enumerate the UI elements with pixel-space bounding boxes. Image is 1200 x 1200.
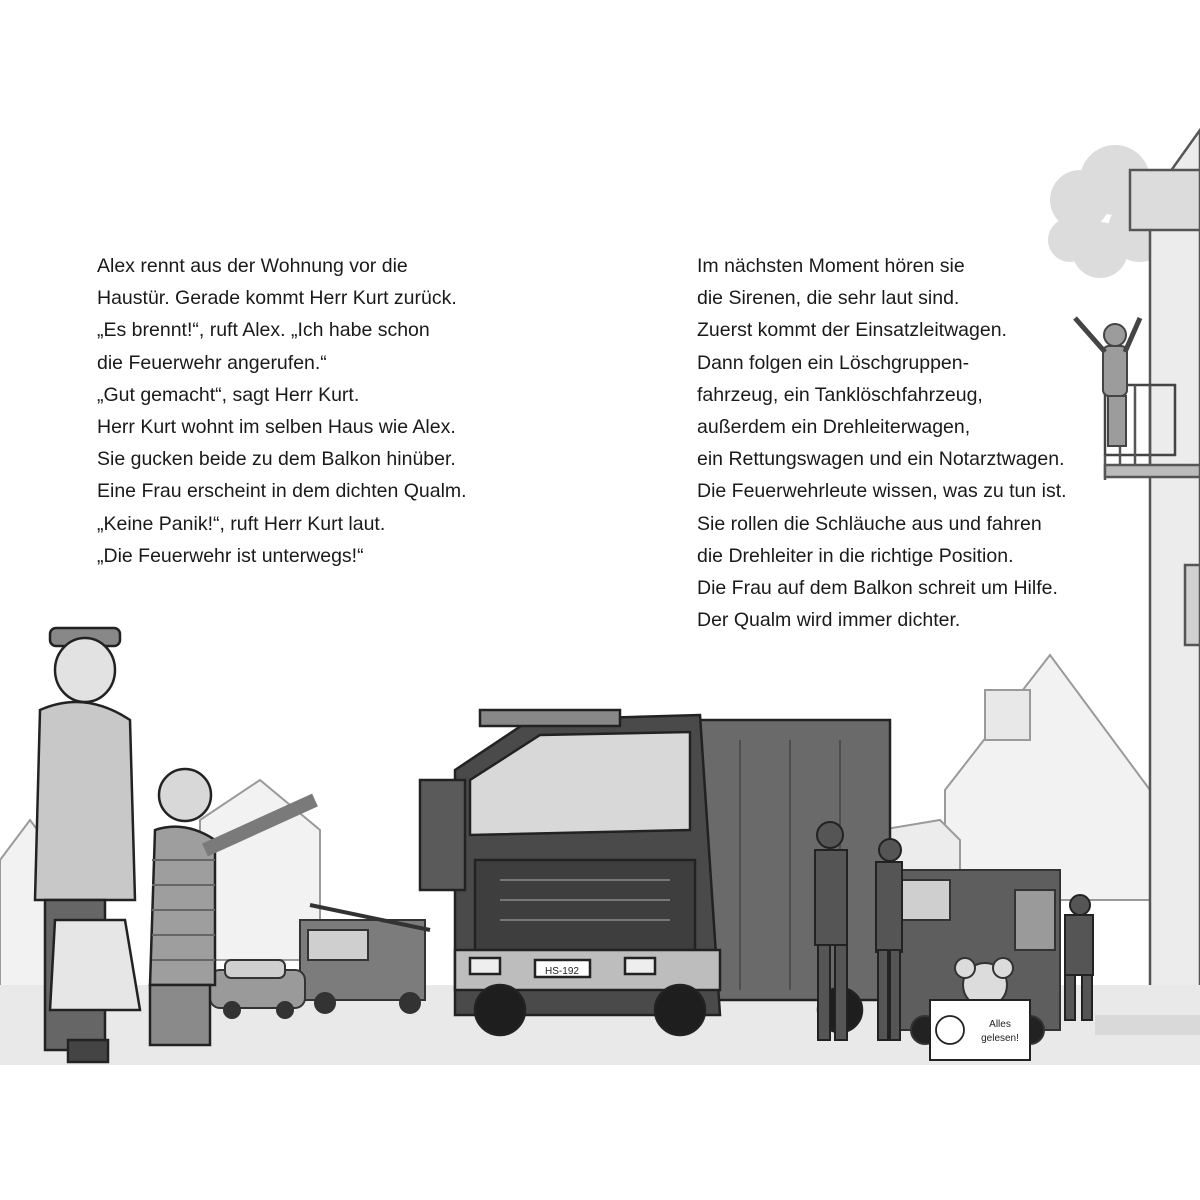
text-line: „Die Feuerwehr ist unterwegs!“ bbox=[97, 544, 364, 567]
text-line: „Keine Panik!“, ruft Herr Kurt laut. bbox=[97, 512, 386, 535]
text-line: Der Qualm wird immer dichter. bbox=[697, 609, 961, 632]
text-line: Dann folgen ein Löschgruppen- bbox=[697, 351, 970, 374]
ladder-truck bbox=[300, 905, 430, 1013]
text-line: die Sirenen, die sehr laut sind. bbox=[697, 287, 960, 310]
text-line: „Gut gemacht“, sagt Herr Kurt. bbox=[97, 383, 360, 406]
text-line: die Feuerwehr angerufen.“ bbox=[97, 351, 327, 374]
right-page-text bbox=[697, 250, 1067, 636]
text-line: Alex rennt aus der Wohnung vor die bbox=[97, 255, 408, 277]
text-line: „Es brennt!“, ruft Alex. „Ich habe schon bbox=[97, 319, 430, 342]
text-line: Sie gucken beide zu dem Balkon hinüber. bbox=[97, 448, 456, 471]
text-line: die Drehleiter in die richtige Position. bbox=[697, 544, 1014, 567]
sign-line-2: gelesen! bbox=[981, 1033, 1019, 1044]
text-line: Im nächsten Moment hören sie bbox=[697, 255, 965, 277]
text-line: Die Frau auf dem Balkon schreit um Hilfe. bbox=[697, 577, 1058, 600]
text-line: außerdem ein Drehleiterwagen, bbox=[697, 416, 971, 439]
text-line: ein Rettungswagen und ein Notarztwagen. bbox=[697, 448, 1065, 471]
left-page-text bbox=[97, 250, 467, 572]
text-line: fahrzeug, ein Tanklöschfahrzeug, bbox=[697, 383, 983, 406]
sign-line-1: Alles bbox=[989, 1019, 1011, 1030]
text-line: Haustür. Gerade kommt Herr Kurt zurück. bbox=[97, 287, 457, 310]
text-line: Zuerst kommt der Einsatzleitwagen. bbox=[697, 319, 1007, 342]
woman-on-balcony bbox=[1075, 318, 1140, 446]
text-line: Die Feuerwehrleute wissen, was zu tun ist. bbox=[697, 480, 1067, 503]
text-line: Herr Kurt wohnt im selben Haus wie Alex. bbox=[97, 416, 456, 439]
text-line: Eine Frau erscheint in dem dichten Qualm. bbox=[97, 480, 467, 503]
herr-kurt bbox=[35, 628, 140, 1062]
text-line: Sie rollen die Schläuche aus und fahren bbox=[697, 512, 1042, 535]
license-plate: HS-192 bbox=[545, 966, 579, 977]
